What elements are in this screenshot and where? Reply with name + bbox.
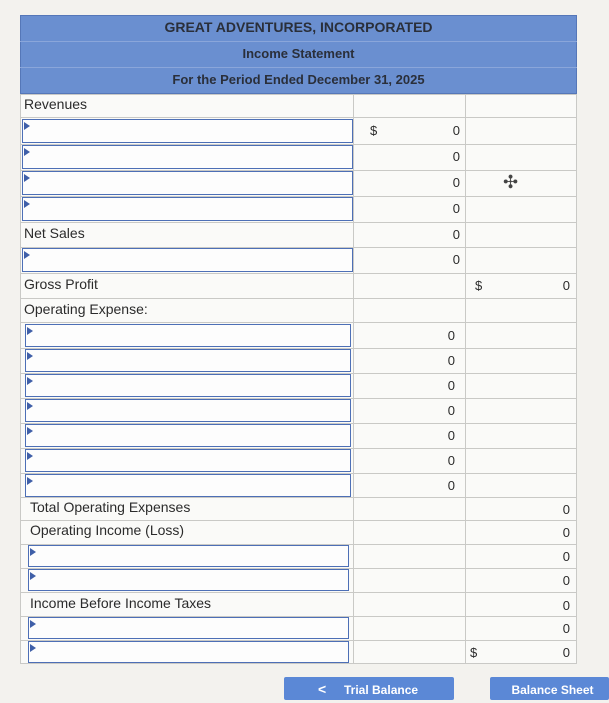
total-operating-expenses-amount: 0 xyxy=(562,502,570,517)
revenue-account-select[interactable] xyxy=(22,171,353,195)
other-amount[interactable]: 0 xyxy=(562,573,570,588)
other-account-select[interactable] xyxy=(28,569,349,591)
expense-account-select[interactable] xyxy=(25,399,351,422)
expense-account-select[interactable] xyxy=(25,349,351,372)
expense-amount[interactable]: 0 xyxy=(447,428,455,443)
gross-profit-label: Gross Profit xyxy=(24,276,98,292)
expense-amount[interactable]: 0 xyxy=(447,478,455,493)
tax-account-select[interactable] xyxy=(28,617,349,639)
chevron-left-icon: < xyxy=(318,681,327,697)
operating-income-amount: 0 xyxy=(562,525,570,540)
other-account-select[interactable] xyxy=(28,545,349,567)
revenue-amount[interactable]: 0 xyxy=(452,201,460,216)
net-sales-amount: 0 xyxy=(452,227,460,242)
statement-period: For the Period Ended December 31, 2025 xyxy=(172,72,425,87)
operating-expense-label: Operating Expense: xyxy=(24,301,148,317)
row-divider xyxy=(20,322,577,323)
dollar-sign: $ xyxy=(370,123,378,138)
expense-account-select[interactable] xyxy=(25,324,351,347)
expense-amount[interactable]: 0 xyxy=(447,328,455,343)
balance-sheet-button[interactable] xyxy=(490,677,609,700)
revenue-amount[interactable]: 0 xyxy=(452,149,460,164)
revenue-amount[interactable]: 0 xyxy=(452,175,460,190)
expense-amount[interactable]: 0 xyxy=(447,403,455,418)
column-divider xyxy=(465,94,466,664)
net-sales-label: Net Sales xyxy=(24,225,85,241)
dollar-sign: $ xyxy=(475,278,483,293)
trial-balance-button[interactable] xyxy=(284,677,454,700)
statement-title: Income Statement xyxy=(242,46,355,61)
expense-account-select[interactable] xyxy=(25,424,351,447)
net-income-account-select[interactable] xyxy=(28,641,349,663)
total-operating-expenses-label: Total Operating Expenses xyxy=(30,499,191,515)
column-divider xyxy=(353,94,354,664)
tax-amount[interactable]: 0 xyxy=(562,621,570,636)
company-name: GREAT ADVENTURES, INCORPORATED xyxy=(164,19,433,35)
cursor-move-icon: ✣ xyxy=(503,172,519,192)
revenues-label: Revenues xyxy=(24,96,88,112)
revenue-amount[interactable]: 0 xyxy=(452,123,460,138)
revenue-account-select[interactable] xyxy=(22,145,353,169)
expense-amount[interactable]: 0 xyxy=(447,453,455,468)
balance-sheet-label: Balance Sheet xyxy=(511,683,594,697)
other-amount[interactable]: 0 xyxy=(562,549,570,564)
operating-income-label: Operating Income (Loss) xyxy=(30,522,185,538)
expense-account-select[interactable] xyxy=(25,449,351,472)
expense-account-select[interactable] xyxy=(25,474,351,497)
expense-amount[interactable]: 0 xyxy=(447,378,455,393)
expense-account-select[interactable] xyxy=(25,374,351,397)
cost-account-select[interactable] xyxy=(22,248,353,272)
row-divider xyxy=(20,117,577,118)
gross-profit-amount: 0 xyxy=(562,278,570,293)
revenue-account-select[interactable] xyxy=(22,119,353,143)
expense-amount[interactable]: 0 xyxy=(447,353,455,368)
income-before-taxes-amount: 0 xyxy=(562,598,570,613)
cost-amount[interactable]: 0 xyxy=(452,252,460,267)
dollar-sign: $ xyxy=(470,645,478,660)
income-before-taxes-label: Income Before Income Taxes xyxy=(30,595,212,611)
revenue-account-select[interactable] xyxy=(22,197,353,221)
trial-balance-label: Trial Balance xyxy=(344,683,419,697)
net-income-amount: 0 xyxy=(562,645,570,660)
